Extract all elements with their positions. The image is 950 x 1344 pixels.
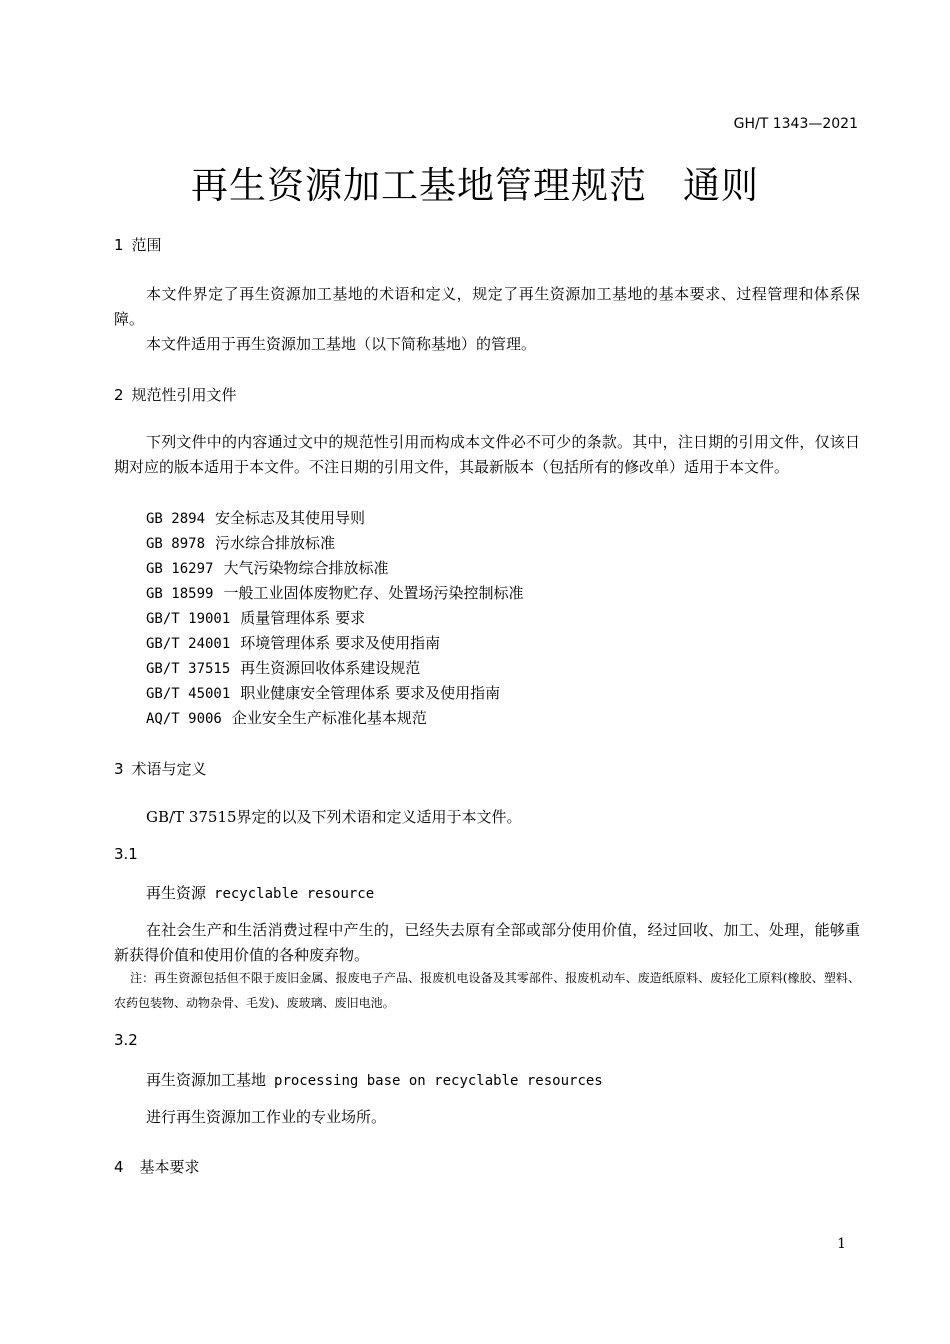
term-number: 3.2 bbox=[114, 1031, 138, 1049]
section-4-heading bbox=[114, 1156, 200, 1177]
section-title: 范围 bbox=[131, 236, 162, 254]
section-2-intro: 下列文件中的内容通过文中的规范性引用而构成本文件必不可少的条款。其中，注日期的引用文件，仅该日期对应的版本适用于本文件。不注日期的引用文件，其最新版本（包括所有的修改单）适用于本文件。 bbox=[114, 433, 860, 476]
term-en: processing base on recyclable resources bbox=[274, 1073, 603, 1089]
section-number: 2 bbox=[114, 386, 124, 404]
section-number: 1 bbox=[114, 236, 124, 254]
reference-item: GB 18599 一般工业固体废物贮存、处置场污染控制标准 bbox=[146, 584, 524, 602]
reference-item: GB/T 19001 质量管理体系 要求 bbox=[146, 609, 366, 627]
document-title-main: 再生资源加工基地管理规范 bbox=[191, 164, 647, 207]
document-title bbox=[0, 155, 950, 209]
term-heading bbox=[146, 882, 374, 903]
section-title: 基本要求 bbox=[139, 1158, 200, 1176]
section-2-heading bbox=[114, 384, 237, 405]
reference-item: GB/T 37515 再生资源回收体系建设规范 bbox=[146, 659, 421, 677]
term-number: 3.1 bbox=[114, 845, 138, 863]
section-title: 术语与定义 bbox=[131, 760, 207, 778]
reference-item: GB 16297 大气污染物综合排放标准 bbox=[146, 559, 389, 577]
section-3-intro: GB/T 37515界定的以及下列术语和定义适用于本文件。 bbox=[146, 808, 522, 826]
term-heading bbox=[146, 1069, 603, 1090]
section-number: 3 bbox=[114, 760, 124, 778]
document-title-sub: 通则 bbox=[683, 164, 759, 207]
reference-item: GB/T 45001 职业健康安全管理体系 要求及使用指南 bbox=[146, 684, 501, 702]
standard-code: GH/T 1343—2021 bbox=[733, 116, 858, 132]
section-title: 规范性引用文件 bbox=[131, 386, 237, 404]
section-1-paragraph-2: 本文件适用于再生资源加工基地（以下简称基地）的管理。 bbox=[146, 335, 537, 353]
term-en: recyclable resource bbox=[214, 886, 375, 902]
term-note: 注：再生资源包括但不限于废旧金属、报废电子产品、报废机电设备及其零部件、报废机动车、废造纸原料、废轻化工原料(橡胶、塑料、农药包装物、动物杂骨、毛发)、废玻璃、废旧电池。 bbox=[114, 971, 860, 1010]
reference-item: GB 2894 安全标志及其使用导则 bbox=[146, 509, 366, 527]
page-number: 1 bbox=[837, 1236, 846, 1252]
reference-item: AQ/T 9006 企业安全生产标准化基本规范 bbox=[146, 709, 427, 727]
term-zh: 再生资源加工基地 bbox=[146, 1071, 267, 1089]
term-zh: 再生资源 bbox=[146, 884, 207, 902]
reference-item: GB/T 24001 环境管理体系 要求及使用指南 bbox=[146, 634, 441, 652]
term-definition: 进行再生资源加工作业的专业场所。 bbox=[146, 1108, 387, 1126]
section-1-heading bbox=[114, 234, 162, 255]
section-1-paragraph-1: 本文件界定了再生资源加工基地的术语和定义，规定了再生资源加工基地的基本要求、过程管理和体系保障。 bbox=[114, 285, 860, 328]
term-definition: 在社会生产和生活消费过程中产生的，已经失去原有全部或部分使用价值，经过回收、加工、处理，能够重新获得价值和使用价值的各种废弃物。 bbox=[114, 921, 860, 964]
section-number: 4 bbox=[114, 1158, 124, 1176]
section-3-heading bbox=[114, 758, 207, 779]
reference-item: GB 8978 污水综合排放标准 bbox=[146, 534, 336, 552]
